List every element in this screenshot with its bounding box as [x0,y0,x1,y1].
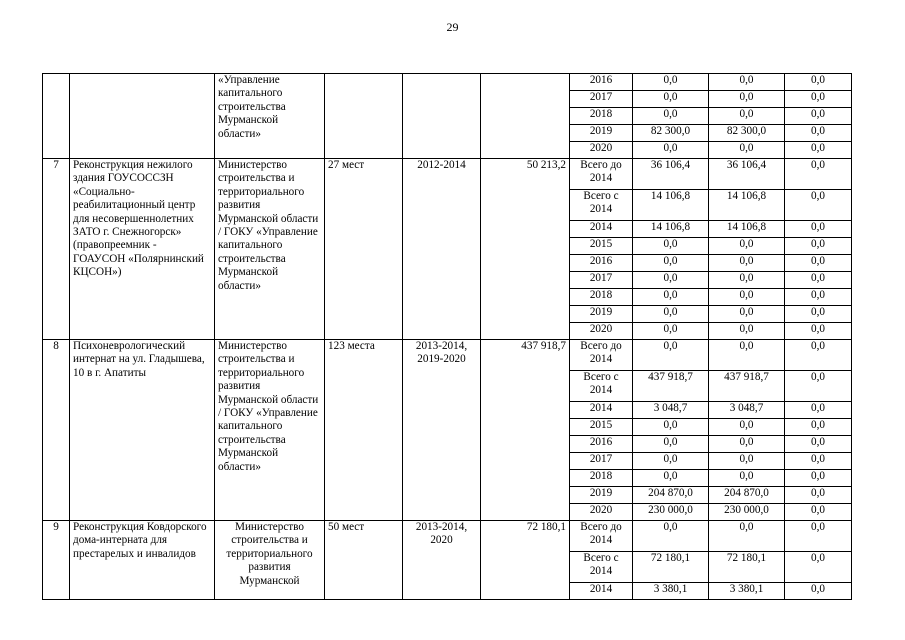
other-source-amount: 0,0 [785,272,852,289]
year-label: 2015 [570,419,633,436]
regional-budget-amount: 0,0 [709,323,785,340]
other-source-amount: 0,0 [785,323,852,340]
year-label: 2015 [570,238,633,255]
customer-name: Министерство строительства и территориального развития Мурманской области / ГОКУ «Управление капитального строительства Мурманской области» [215,340,325,521]
total-amount: 14 106,8 [633,221,709,238]
estimated-cost [481,74,570,159]
total-amount: 3 380,1 [633,583,709,600]
regional-budget-amount: 230 000,0 [709,504,785,521]
regional-budget-amount: 0,0 [709,521,785,552]
other-source-amount: 0,0 [785,453,852,470]
total-amount: 72 180,1 [633,552,709,583]
year-label: 2016 [570,255,633,272]
other-source-amount: 0,0 [785,583,852,600]
construction-period [403,74,481,159]
regional-budget-amount: 0,0 [709,289,785,306]
regional-budget-amount: 437 918,7 [709,371,785,402]
regional-budget-amount: 3 380,1 [709,583,785,600]
total-amount: 0,0 [633,289,709,306]
regional-budget-amount: 0,0 [709,91,785,108]
other-source-amount: 0,0 [785,306,852,323]
regional-budget-amount: 36 106,4 [709,159,785,190]
total-amount: 0,0 [633,306,709,323]
other-source-amount: 0,0 [785,340,852,371]
regional-budget-amount: 82 300,0 [709,125,785,142]
other-source-amount: 0,0 [785,419,852,436]
other-source-amount: 0,0 [785,159,852,190]
total-amount: 0,0 [633,142,709,159]
other-source-amount: 0,0 [785,552,852,583]
row-number [43,74,70,159]
total-amount: 0,0 [633,419,709,436]
object-name [70,74,215,159]
year-label: 2016 [570,74,633,91]
regional-budget-amount: 0,0 [709,74,785,91]
other-source-amount: 0,0 [785,504,852,521]
year-label: 2016 [570,436,633,453]
year-label: Всего с 2014 [570,371,633,402]
other-source-amount: 0,0 [785,487,852,504]
total-amount: 36 106,4 [633,159,709,190]
other-source-amount: 0,0 [785,91,852,108]
year-label: 2014 [570,402,633,419]
total-amount: 0,0 [633,238,709,255]
other-source-amount: 0,0 [785,142,852,159]
total-amount: 0,0 [633,108,709,125]
row-number: 8 [43,340,70,521]
total-amount: 82 300,0 [633,125,709,142]
other-source-amount: 0,0 [785,521,852,552]
table-row [43,340,852,371]
regional-budget-amount: 0,0 [709,436,785,453]
object-name: Реконструкция нежилого здания ГОУСОССЗН «Социально-реабилитационный центр для несовершеннолетних ЗАТО г. Снежногорск» (правопреемник - ГОАУСОН «Полярнинский КЦСОН») [70,159,215,340]
regional-budget-amount: 3 048,7 [709,402,785,419]
total-amount: 3 048,7 [633,402,709,419]
regional-budget-amount: 0,0 [709,272,785,289]
other-source-amount: 0,0 [785,436,852,453]
other-source-amount: 0,0 [785,371,852,402]
other-source-amount: 0,0 [785,74,852,91]
total-amount: 0,0 [633,323,709,340]
estimated-cost: 437 918,7 [481,340,570,521]
objects-table [42,73,852,600]
object-name: Реконструкция Ковдорского дома-интерната для престарелых и инвалидов [70,521,215,600]
table-row [43,159,852,190]
year-label: 2014 [570,583,633,600]
object-capacity: 50 мест [325,521,403,600]
year-label: 2020 [570,142,633,159]
total-amount: 0,0 [633,74,709,91]
construction-period: 2013-2014, 2020 [403,521,481,600]
other-source-amount: 0,0 [785,125,852,142]
regional-budget-amount: 0,0 [709,238,785,255]
customer-name: Министерство строительства и территориального развития Мурманской области / ГОКУ «Управление капитального строительства Мурманской области» [215,159,325,340]
other-source-amount: 0,0 [785,470,852,487]
year-label: 2019 [570,125,633,142]
year-label: Всего с 2014 [570,552,633,583]
other-source-amount: 0,0 [785,190,852,221]
year-label: 2020 [570,504,633,521]
regional-budget-amount: 0,0 [709,108,785,125]
regional-budget-amount: 0,0 [709,340,785,371]
total-amount: 14 106,8 [633,190,709,221]
year-label: 2017 [570,91,633,108]
year-label: 2018 [570,108,633,125]
object-capacity: 27 мест [325,159,403,340]
other-source-amount: 0,0 [785,289,852,306]
total-amount: 230 000,0 [633,504,709,521]
year-label: 2019 [570,306,633,323]
other-source-amount: 0,0 [785,238,852,255]
regional-budget-amount: 72 180,1 [709,552,785,583]
total-amount: 437 918,7 [633,371,709,402]
year-label: 2017 [570,272,633,289]
total-amount: 204 870,0 [633,487,709,504]
row-number: 7 [43,159,70,340]
other-source-amount: 0,0 [785,255,852,272]
year-label: 2018 [570,289,633,306]
total-amount: 0,0 [633,91,709,108]
total-amount: 0,0 [633,470,709,487]
year-label: 2020 [570,323,633,340]
total-amount: 0,0 [633,255,709,272]
regional-budget-amount: 0,0 [709,419,785,436]
total-amount: 0,0 [633,436,709,453]
total-amount: 0,0 [633,272,709,289]
construction-period: 2013-2014, 2019-2020 [403,340,481,521]
other-source-amount: 0,0 [785,402,852,419]
regional-budget-amount: 0,0 [709,470,785,487]
regional-budget-amount: 14 106,8 [709,221,785,238]
estimated-cost: 50 213,2 [481,159,570,340]
row-number: 9 [43,521,70,600]
regional-budget-amount: 0,0 [709,453,785,470]
regional-budget-amount: 204 870,0 [709,487,785,504]
year-label: Всего до 2014 [570,159,633,190]
other-source-amount: 0,0 [785,108,852,125]
object-capacity [325,74,403,159]
regional-budget-amount: 0,0 [709,306,785,323]
regional-budget-amount: 14 106,8 [709,190,785,221]
total-amount: 0,0 [633,453,709,470]
other-source-amount: 0,0 [785,221,852,238]
regional-budget-amount: 0,0 [709,142,785,159]
total-amount: 0,0 [633,521,709,552]
object-name: Психоневрологический интернат на ул. Гладышева, 10 в г. Апатиты [70,340,215,521]
total-amount: 0,0 [633,340,709,371]
regional-budget-amount: 0,0 [709,255,785,272]
year-label: 2018 [570,470,633,487]
object-capacity: 123 места [325,340,403,521]
year-label: 2014 [570,221,633,238]
customer-name: Министерство строительства и территориального развития Мурманской [215,521,325,600]
estimated-cost: 72 180,1 [481,521,570,600]
year-label: 2019 [570,487,633,504]
customer-name: «Управление капитального строительства Мурманской области» [215,74,325,159]
page-number: 29 [446,20,459,34]
year-label: 2017 [570,453,633,470]
year-label: Всего до 2014 [570,521,633,552]
construction-period: 2012-2014 [403,159,481,340]
table-row [43,521,852,552]
year-label: Всего с 2014 [570,190,633,221]
year-label: Всего до 2014 [570,340,633,371]
table-row [43,74,852,91]
